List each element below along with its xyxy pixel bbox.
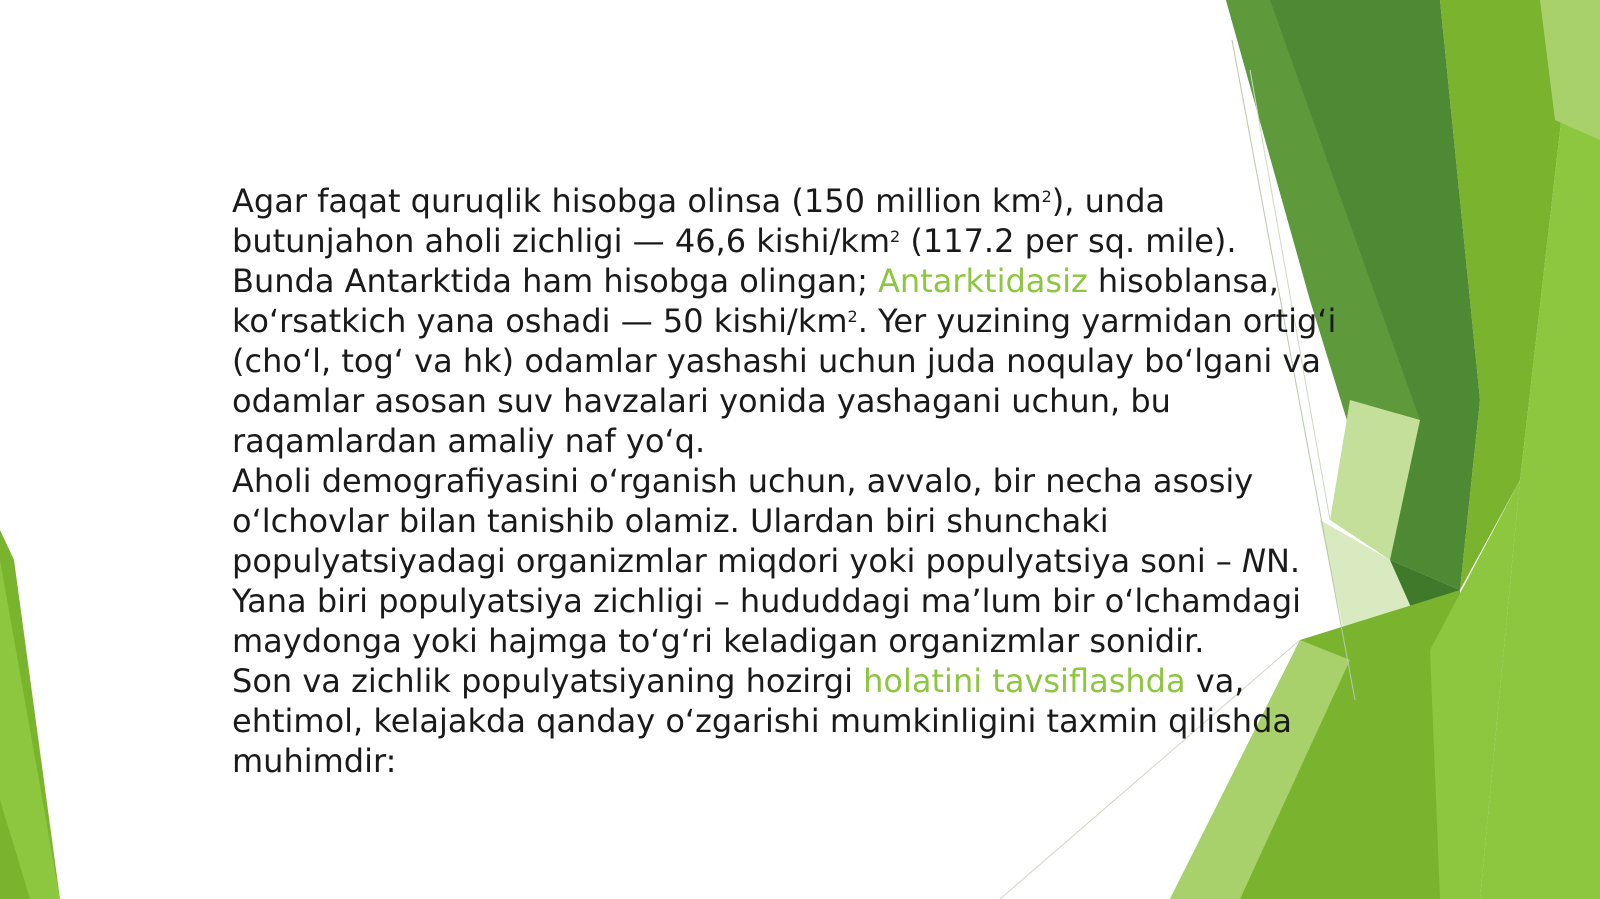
text-run: N. [1265,542,1301,580]
paragraph-density-definition [232,581,1352,661]
text-run: Bunda Antarktida ham hisobga olingan; [232,262,879,300]
paragraph-antarctica [232,261,1352,461]
text-run: Agar faqat quruqlik hisobga olinsa (150 million km [232,182,1042,220]
text-run: Aholi demografiyasini oʻrganish uchun, avvalo, bir necha asosiy oʻlchovlar bilan tanishib olamiz. Ulardan biri shunchaki populyatsiyadagi organizmlar miqdori yoki populyatsiya soni – [232,462,1254,580]
superscript: 2 [890,227,901,246]
text-run: Yana biri populyatsiya zichligi – hududdagi maʼlum bir oʻlchamdagi maydonga yoki hajmga toʻgʻri keladigan organizmlar sonidir. [232,582,1302,660]
text-run: ), unda butunjahon aholi zichligi — 46,6 kishi/km [232,182,1166,260]
superscript: 2 [1041,187,1052,206]
text-run: va, ehtimol, kelajakda qanday oʻzgarishi mumkinligini taxmin qilishda muhimdir: [232,662,1292,780]
text-run: hisoblansa, koʻrsatkich yana oshadi — 50 kishi/km [232,262,1279,340]
text-run: Son va zichlik populyatsiyaning hozirgi [232,662,864,700]
paragraph-importance [232,661,1352,781]
text-run: (117.2 per sq. mile). [900,222,1237,260]
text-run: . Yer yuzining yarmidan ortigʻi (choʻl, togʻ va hk) odamlar yashashi uchun juda noqulay boʻlgani va odamlar asosan suv havzalari yonida yashagani uchun, bu raqamlardan amaliy naf yoʻq. [232,302,1337,460]
paragraph-population-density [232,181,1352,261]
italic-symbol: N [1242,542,1266,580]
slide-text-body [232,181,1352,781]
paragraph-demography [232,461,1352,581]
link-antarktidasiz[interactable]: Antarktidasiz [878,262,1088,300]
superscript: 2 [847,307,858,326]
link-holatini-tavsiflashda[interactable]: holatini tavsiflashda [863,662,1186,700]
